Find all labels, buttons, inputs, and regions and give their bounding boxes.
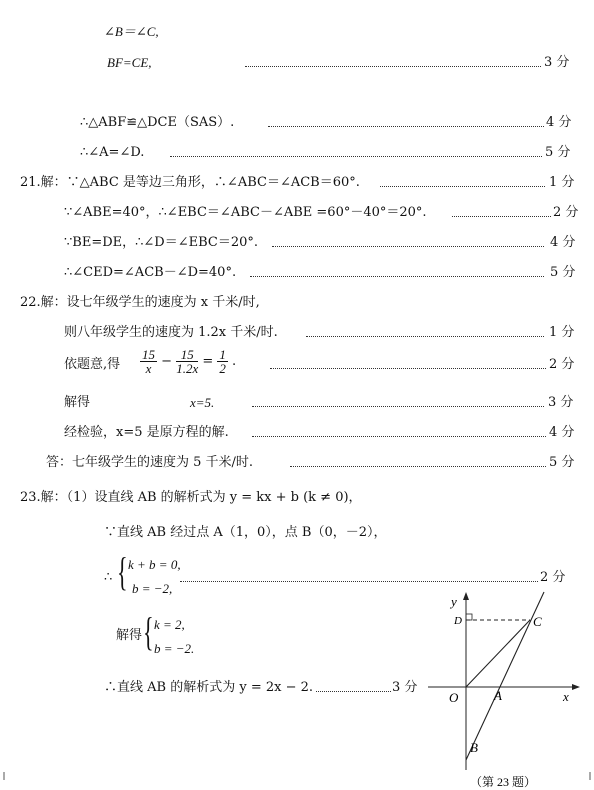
score-2: 2 分 xyxy=(553,205,579,220)
system-row: k = 2, xyxy=(154,617,185,632)
q22-line1: 22.解：设七年级学生的速度为 x 千米/时, xyxy=(20,295,260,310)
score-3: 3 分 xyxy=(548,395,574,410)
fraction: $\frac{1}{2}$ xyxy=(219,347,226,376)
system-brace: { xyxy=(117,549,128,594)
q23-line1: 23.解：（1）设直线 AB 的解析式为 y = kx + b (k ≠ 0)， xyxy=(20,490,362,505)
q21-line4: ∴∠CED=∠ACB－∠D=40°. xyxy=(64,265,237,280)
line-angle-a-d: ∴∠A=∠D. xyxy=(80,145,145,160)
score-4: 4 分 xyxy=(550,235,576,250)
segment-oc xyxy=(466,620,530,687)
score-1: 1 分 xyxy=(549,325,575,340)
point-c-label: C xyxy=(533,614,542,629)
origin-label: O xyxy=(449,690,459,705)
point-b-label: B xyxy=(470,740,478,755)
q23-line2: ∵直线 AB 经过点 A（1，0），点 B（0，－2）， xyxy=(104,525,387,540)
x-label: x xyxy=(563,689,569,704)
right-angle-marker xyxy=(466,614,472,620)
q22-solve-value: x=5. xyxy=(190,395,215,410)
line-angle-b-c: ∠B＝∠C, xyxy=(104,24,159,39)
therefore-symbol: ∴ xyxy=(104,570,113,585)
score-3: 3 分 xyxy=(392,680,418,695)
q22-line2: 则八年级学生的速度为 1.2x 千米/时. xyxy=(64,325,278,340)
q21-line1: 21.解：∵△ABC 是等边三角形，∴∠ABC＝∠ACB＝60°. xyxy=(20,175,360,190)
q22-equation-label: 依题意,得 xyxy=(64,357,121,372)
q23-result: ∴直线 AB 的解析式为 y = 2x − 2. xyxy=(104,680,314,695)
q21-line2: ∵∠ABE=40°，∴∠EBC＝∠ABC－∠ABE =60°－40°＝20°. xyxy=(64,205,427,220)
score-1: 1 分 xyxy=(549,175,575,190)
line-bf-ce: BF=CE, xyxy=(107,55,152,70)
figure-caption: （第 23 题） xyxy=(470,775,537,789)
q22-check: 经检验，x=5 是原方程的解. xyxy=(64,425,229,440)
fraction: $\frac{15}{x}$ xyxy=(142,347,155,376)
score-4: 4 分 xyxy=(546,115,572,130)
score-4: 4 分 xyxy=(549,425,575,440)
q22-solve-label: 解得 xyxy=(64,395,91,410)
x-axis-arrow xyxy=(572,684,580,690)
system-brace: { xyxy=(143,609,154,654)
y-axis-arrow xyxy=(463,592,469,600)
system-row: b = −2. xyxy=(154,641,195,656)
q22-answer: 答：七年级学生的速度为 5 千米/时. xyxy=(46,455,254,470)
score-5: 5 分 xyxy=(545,145,571,160)
q23-solve-label: 解得 xyxy=(116,628,143,643)
system-row: b = −2, xyxy=(132,581,173,596)
score-5: 5 分 xyxy=(549,455,575,470)
system-row: k + b = 0, xyxy=(128,557,181,572)
score-5: 5 分 xyxy=(550,265,576,280)
line-congruent: ∴△ABF≌△DCE（SAS）. xyxy=(80,115,235,130)
score-2: 2 分 xyxy=(540,570,566,585)
fraction: $\frac{15}{1.2x}$ xyxy=(176,347,199,376)
q22-equation: $\frac{15}{x}$ − $\frac{15}{1.2x}$ = $\frac{1}{2}$ . xyxy=(142,347,237,376)
point-d-label: D xyxy=(454,615,462,627)
point-a-label: A xyxy=(494,688,502,703)
score-2: 2 分 xyxy=(549,357,575,372)
score-3: 3 分 xyxy=(544,55,570,70)
q21-line3: ∵BE=DE，∴∠D＝∠EBC＝20°. xyxy=(64,235,259,250)
y-label: y xyxy=(451,594,457,609)
